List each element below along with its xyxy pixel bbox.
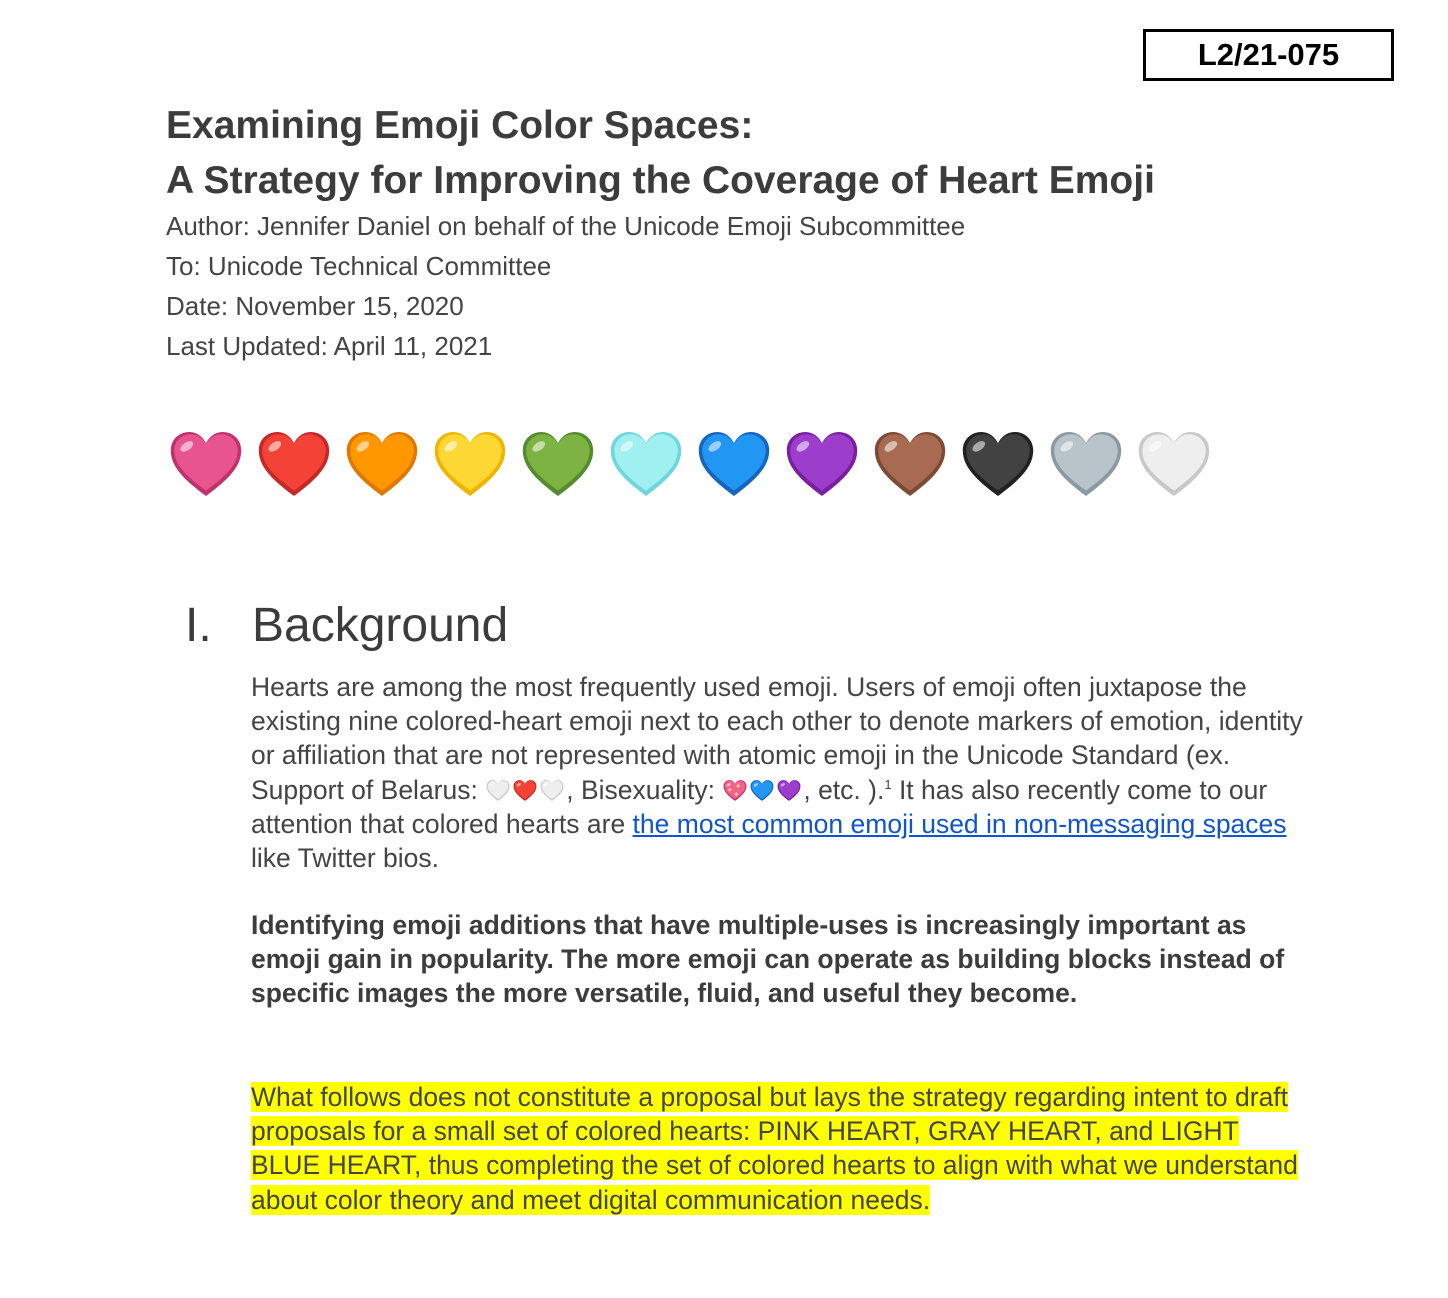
footnote-marker[interactable]: 1: [884, 776, 892, 792]
twitter-bios-link[interactable]: the most common emoji used in non-messaging spaces: [632, 808, 1287, 839]
pink-heart-icon: [166, 425, 246, 503]
white-heart-icon: [539, 778, 565, 803]
last-updated-line: Last Updated: April 11, 2021: [166, 331, 493, 361]
section-heading: [185, 598, 508, 653]
document-title: [166, 98, 1155, 208]
background-paragraph-2: Identifying emoji additions that have multiple-uses is increasingly important as emoji gain in popularity. The more emoji can operate as building blocks instead of specific images the more versatile, fluid, and useful they become.: [251, 910, 1285, 1009]
white-heart-icon: [485, 778, 511, 803]
document-number-box: [1143, 29, 1394, 81]
title-line-1: Examining Emoji Color Spaces:: [166, 104, 754, 147]
gray-heart-icon: [1046, 425, 1126, 503]
blue-heart-icon: [694, 425, 774, 503]
purple-heart-icon: [782, 425, 862, 503]
recipient-line: To: Unicode Technical Committee: [166, 251, 552, 281]
blue-heart-icon: [749, 778, 775, 803]
yellow-heart-icon: [430, 425, 510, 503]
green-heart-icon: [518, 425, 598, 503]
bisexuality-hearts: [722, 775, 803, 805]
background-paragraph-1: [251, 670, 1311, 875]
purple-heart-icon: [776, 778, 802, 803]
document-metadata: [166, 206, 965, 366]
white-heart-icon: [1134, 425, 1214, 503]
red-heart-icon: [512, 778, 538, 803]
title-line-2: A Strategy for Improving the Coverage of Heart Emoji: [166, 159, 1155, 202]
red-heart-icon: [254, 425, 334, 503]
light-blue-heart-icon: [606, 425, 686, 503]
author-line: Author: Jennifer Daniel on behalf of the Unicode Emoji Subcommittee: [166, 211, 966, 241]
para1-text-e: like Twitter bios.: [251, 843, 440, 874]
heart-emoji-row: [166, 425, 1214, 503]
background-paragraph-3: [251, 1080, 1311, 1217]
para1-text-b: , Bisexuality:: [566, 774, 723, 805]
highlighted-text: What follows does not constitute a proposal but lays the strategy regarding intent to draft proposals for a small set of colored hearts: PINK HEART, GRAY HEART, and LIGHT BLUE HEART, thus completing the set of colored hearts to align with what we understand about color theory and meet digital communication needs.: [251, 1082, 1298, 1215]
section-number: I.: [185, 599, 212, 652]
document-number: L2/21-075: [1197, 37, 1340, 72]
sparkling-heart-icon: [722, 778, 748, 803]
para1-text-c: , etc. ).: [803, 774, 885, 805]
belarus-hearts: [485, 775, 566, 805]
black-heart-icon: [958, 425, 1038, 503]
date-line: Date: November 15, 2020: [166, 291, 464, 321]
para1-text-a: Hearts are among the most frequently used emoji. Users of emoji often juxtapose the existing nine colored-heart emoji next to each other to denote markers of emotion, identity or affiliation that are not represented with atomic emoji in the Unicode Standard (ex. Support of Belarus:: [251, 672, 1303, 805]
brown-heart-icon: [870, 425, 950, 503]
section-title: Background: [252, 599, 509, 652]
para1-text-d: It has also recently come to our attention that colored hearts are: [251, 774, 1268, 839]
orange-heart-icon: [342, 425, 422, 503]
